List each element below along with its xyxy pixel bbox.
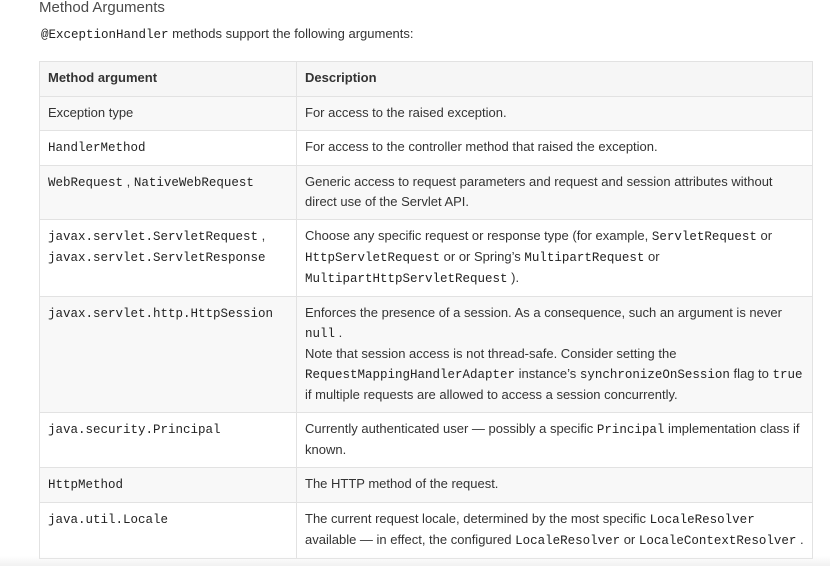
inline-code: javax.servlet.ServletResponse [48, 251, 266, 265]
argument-cell [40, 131, 297, 166]
description-cell [297, 97, 813, 131]
argument-cell [40, 97, 297, 131]
inline-code: WebRequest [48, 176, 124, 190]
cell-text: , [258, 228, 266, 243]
cell-text: , [123, 174, 134, 189]
cell-text: ). [507, 270, 520, 285]
cell-text: Currently authenticated user — possibly a specific [305, 421, 597, 436]
cell-text: Exception type [48, 105, 134, 120]
table-row [40, 468, 813, 503]
inline-code: null [305, 327, 336, 341]
cell-text: Enforces the presence of a session. As a consequence, such an argument is never [305, 305, 782, 320]
inline-code: ServletRequest [651, 230, 757, 244]
inline-code: javax.servlet.ServletRequest [48, 230, 259, 244]
description-cell [297, 413, 813, 468]
intro-paragraph [41, 26, 414, 43]
inline-code: javax.servlet.http.HttpSession [48, 307, 274, 321]
cell-text: or [620, 532, 639, 547]
cell-text: The current request locale, determined by the most specific [305, 511, 650, 526]
cell-text: Note that session access is not thread-safe. Consider setting the [305, 346, 677, 361]
description-cell [297, 131, 813, 166]
argument-cell [40, 468, 297, 503]
inline-code: HttpMethod [48, 478, 124, 492]
section-title: Method Arguments [39, 0, 165, 16]
description-cell [297, 503, 813, 559]
argument-cell [40, 297, 297, 413]
cell-text: or or Spring’s [440, 249, 525, 264]
table-row [40, 166, 813, 220]
inline-code: java.util.Locale [48, 513, 169, 527]
cell-text: . [796, 532, 804, 547]
description-cell [297, 297, 813, 413]
table-header-row [40, 62, 813, 97]
cell-text: For access to the controller method that raised the exception. [305, 139, 658, 154]
description-cell [297, 468, 813, 503]
cell-text: if multiple requests are allowed to access a session concurrently. [305, 387, 678, 402]
table-body [40, 97, 813, 559]
inline-code: MultipartHttpServletRequest [305, 272, 508, 286]
table-row [40, 503, 813, 559]
intro-code: @ExceptionHandler [41, 28, 169, 42]
argument-cell [40, 220, 297, 297]
inline-code: Principal [596, 423, 665, 437]
description-cell [297, 220, 813, 297]
method-arguments-table [39, 61, 813, 559]
inline-code: HttpServletRequest [305, 251, 441, 265]
inline-code: LocaleResolver [649, 513, 755, 527]
intro-text: methods support the following arguments: [168, 26, 414, 41]
inline-code: LocaleResolver [515, 534, 621, 548]
description-cell [297, 166, 813, 220]
cell-text: flag to [729, 366, 773, 381]
inline-code: HandlerMethod [48, 141, 146, 155]
header-description: Description [297, 62, 813, 97]
cell-text: Choose any specific request or response type (for example, [305, 228, 652, 243]
bottom-fade [0, 556, 830, 566]
table-row [40, 297, 813, 413]
table-row [40, 413, 813, 468]
table-row [40, 97, 813, 131]
inline-code: NativeWebRequest [133, 176, 254, 190]
cell-text: . [335, 325, 343, 340]
table-row [40, 220, 813, 297]
header-method-argument: Method argument [40, 62, 297, 97]
inline-code: true [772, 368, 803, 382]
table-row [40, 131, 813, 166]
cell-text: or [756, 228, 773, 243]
cell-text: or [644, 249, 660, 264]
cell-text: instance’s [515, 366, 580, 381]
cell-text: For access to the raised exception. [305, 105, 507, 120]
argument-cell [40, 503, 297, 559]
cell-text: implementation class if known. [305, 421, 800, 457]
inline-code: synchronizeOnSession [579, 368, 730, 382]
inline-code: MultipartRequest [524, 251, 645, 265]
argument-cell [40, 413, 297, 468]
inline-code: RequestMappingHandlerAdapter [305, 368, 516, 382]
inline-code: java.security.Principal [48, 423, 221, 437]
cell-text: available — in effect, the configured [305, 532, 516, 547]
argument-cell [40, 166, 297, 220]
cell-text: The HTTP method of the request. [305, 476, 499, 491]
inline-code: LocaleContextResolver [638, 534, 797, 548]
cell-text: Generic access to request parameters and request and session attributes without direct use of the Servlet API. [305, 174, 773, 209]
